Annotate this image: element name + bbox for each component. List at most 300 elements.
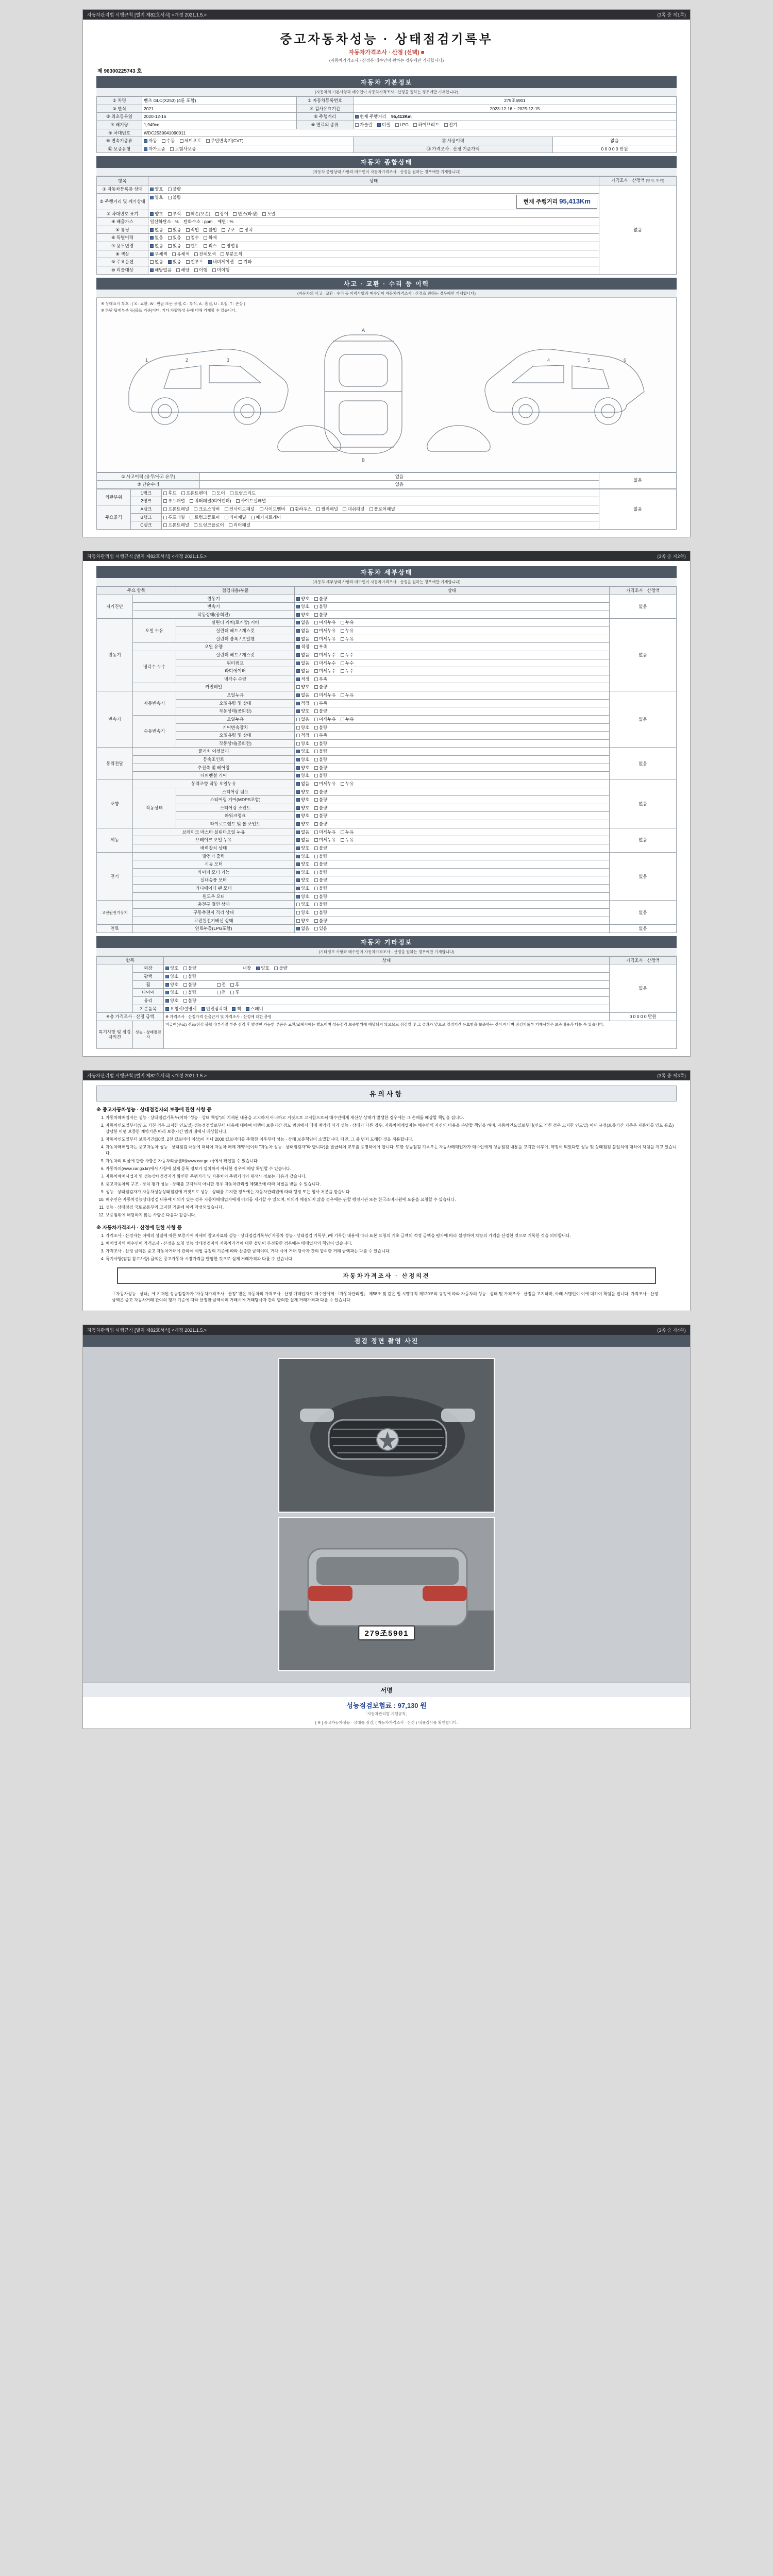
row-options: 양호 불량 현재 주행거리 95,413Km — [148, 193, 599, 210]
detail-item: 스티어링 기어(MDPS포함) — [176, 796, 295, 804]
checkbox-tire-rear[interactable] — [230, 991, 234, 994]
detail-item: 워터펌프 — [176, 659, 295, 667]
checkbox-option[interactable] — [314, 766, 318, 770]
checkbox-fuel-hybrid[interactable] — [413, 123, 417, 127]
checkbox-option[interactable] — [314, 790, 318, 794]
checkbox-option[interactable] — [296, 855, 300, 858]
signature-band: 서명 — [83, 1683, 690, 1697]
checkbox-option[interactable] — [221, 252, 224, 256]
checkbox-option[interactable] — [314, 782, 318, 786]
checkbox-part[interactable] — [194, 523, 197, 527]
checkbox-option[interactable] — [296, 838, 300, 842]
checkbox-option[interactable] — [314, 709, 318, 713]
table-row — [97, 234, 677, 242]
notice-title: 유의사항 — [96, 1086, 677, 1101]
checkbox-option[interactable] — [150, 188, 154, 191]
mileage-value: 95,413Km — [391, 114, 412, 120]
opinion-text: 비급여(무료) 진료/점검 불합리/부적절 부분 점검 후 발생한 가능한 부품은 교환/교체시에는 별도이며 성능점검 보증범위에 해당되지 않으므로 점검일 및 그 결과가 앞으로 일정기간 유효함을 보증하는 것이 아니며 점검기록부 기재사항은 보증내용과 다를 수 있습니다. — [164, 1021, 677, 1048]
checkbox-mileage[interactable] — [355, 115, 359, 118]
checkbox-option[interactable] — [183, 999, 187, 1003]
checkbox-option[interactable] — [201, 1007, 205, 1011]
table-row — [97, 675, 677, 683]
checkbox-option[interactable] — [341, 621, 344, 624]
checkbox-part[interactable] — [230, 492, 233, 495]
table-row — [97, 97, 677, 105]
basic-label: ⑧ 연료의 종류 — [297, 121, 354, 129]
notice-head-2: ※ 자동차가격조사 · 산정에 관한 사항 등 — [96, 1225, 182, 1231]
checkbox-option[interactable] — [296, 685, 300, 689]
checkbox-option[interactable] — [341, 637, 344, 641]
checkbox-option[interactable] — [296, 927, 300, 930]
table-row — [97, 828, 677, 836]
checkbox-option[interactable] — [296, 734, 300, 737]
checkbox-option[interactable] — [150, 212, 154, 216]
detail-item: 실린더 헤드 / 개스킷 — [176, 651, 295, 659]
checkbox-option[interactable] — [296, 629, 300, 633]
detail-options: 양호 불량 — [295, 804, 610, 812]
checkbox-option[interactable] — [341, 831, 344, 834]
table-row — [97, 226, 677, 234]
checkbox-option[interactable] — [168, 196, 172, 199]
checkbox-option[interactable] — [341, 669, 344, 673]
doc-subtitle — [96, 48, 677, 56]
checkbox-fuel-gasoline[interactable] — [355, 123, 359, 127]
col-header: 가격조사 · 산정액 — [610, 956, 677, 964]
checkbox-part[interactable] — [190, 516, 193, 519]
col-header: 상태 — [148, 177, 599, 185]
detail-options: 없음 미세누유 누유 — [295, 828, 610, 836]
checkbox-option[interactable] — [246, 1007, 249, 1011]
checkbox-option[interactable] — [183, 975, 187, 978]
checkbox-option[interactable] — [314, 798, 318, 802]
checkbox-option[interactable] — [296, 878, 300, 882]
svg-text:5: 5 — [587, 357, 591, 363]
checkbox-part[interactable] — [163, 492, 167, 495]
checkbox-option[interactable] — [150, 268, 154, 272]
checkbox-option[interactable] — [186, 228, 190, 232]
checkbox-option[interactable] — [296, 790, 300, 794]
checkbox-option[interactable] — [341, 662, 344, 665]
checkbox-option[interactable] — [296, 605, 300, 608]
detail-options: 없음 미세누유 누유 — [295, 619, 610, 627]
footnote-2: [ ※ ] 중고자동차성능 · 상태를 점검, ( 자동차가격조사 · 산정 ) 내용검사를 확인합니다. — [315, 1720, 458, 1725]
checkbox-option[interactable] — [314, 629, 318, 633]
checkbox-option[interactable] — [233, 212, 237, 216]
checkbox-part[interactable] — [212, 492, 215, 495]
etc-item: 광택 — [133, 973, 164, 981]
checkbox-option[interactable] — [296, 709, 300, 713]
checkbox-option[interactable] — [296, 677, 300, 681]
checkbox-option[interactable] — [168, 188, 172, 191]
checkbox-option[interactable] — [165, 991, 169, 994]
opinion-sublabel: 성능 · 상태점검자 — [133, 1021, 164, 1048]
checkbox-option[interactable] — [296, 766, 300, 770]
detail-state-table — [96, 586, 677, 933]
detail-price: 없음 — [610, 852, 677, 901]
checkbox-option[interactable] — [341, 782, 344, 786]
checkbox-option[interactable] — [296, 653, 300, 657]
list-item: 4. 자동차매매업자는 중고자동차 성능 · 상태점검 내용에 대하여 자동차 매매 계약서(이하 "자동차 성능 · 상태점검자"라 합니다)를 발급하여 교부를 증명하여야 합니다. 또한 성능점검 기록부는 자동차매매업자가 매수인에게 성능점검 내용을 고지한 이후에, 약정이 되었다면 성능 및 상태점검 불일치에 대하여 책임을 지고 있습니다. — [106, 1144, 677, 1157]
checkbox-option[interactable] — [314, 726, 318, 730]
checkbox-option[interactable] — [194, 268, 198, 272]
checkbox-option[interactable] — [314, 613, 318, 617]
notice-list-1 — [96, 1115, 677, 1218]
checkbox-option[interactable] — [232, 1007, 236, 1011]
checkbox-option[interactable] — [296, 895, 300, 899]
checkbox-option[interactable] — [314, 878, 318, 882]
checkbox-part[interactable] — [163, 516, 167, 519]
checkbox-option[interactable] — [204, 244, 207, 248]
etc-price: 없음 — [610, 964, 677, 1013]
col-header: 가격조사 · 산정액 (단위: 만원) — [599, 177, 677, 185]
detail-price: 없음 — [610, 828, 677, 852]
detail-price: 없음 — [610, 595, 677, 619]
basic-value: 2020-12-16 — [142, 113, 297, 121]
checkbox-option[interactable] — [296, 846, 300, 850]
detail-options: 양호 불량 — [295, 860, 610, 869]
checkbox-option[interactable] — [176, 268, 180, 272]
checkbox-option[interactable] — [186, 212, 190, 216]
checkbox-option[interactable] — [165, 999, 169, 1003]
form-reference: 자동차관리법 시행규칙 [별지 제82호서식] <개정 2021.1.5.> — [87, 1073, 207, 1078]
affirmation-box — [117, 1267, 656, 1284]
checkbox-option[interactable] — [314, 758, 318, 761]
checkbox-option[interactable] — [296, 637, 300, 641]
checkbox-option[interactable] — [314, 911, 318, 914]
checkbox-option[interactable] — [314, 693, 318, 697]
checkbox-option[interactable] — [186, 260, 190, 264]
row-options: 없음 있음 적법 불법 구조 장치 — [148, 226, 599, 234]
checkbox-trans-cvt[interactable] — [206, 139, 210, 143]
checkbox-option[interactable] — [222, 244, 225, 248]
table-row — [97, 242, 677, 250]
detail-options: 양호 불량 — [295, 739, 610, 748]
detail-item: 오일유량 및 상태 — [176, 732, 295, 740]
checkbox-part[interactable] — [290, 507, 294, 511]
detail-item: 실린더 블록 / 오일팬 — [176, 635, 295, 643]
checkbox-option[interactable] — [296, 798, 300, 802]
detail-item: 구동축전지 격리 상태 — [133, 908, 295, 917]
page-topbar — [83, 1325, 690, 1335]
checkbox-option[interactable] — [296, 669, 300, 673]
checkbox-option[interactable] — [168, 228, 172, 232]
table-row — [97, 497, 677, 505]
checkbox-option[interactable] — [296, 621, 300, 624]
checkbox-option[interactable] — [314, 838, 318, 842]
page-number: (3쪽 중 제3쪽) — [657, 1073, 686, 1078]
mileage-box-wrap — [516, 195, 597, 209]
checkbox-option[interactable] — [208, 260, 212, 264]
checkbox-trans-manual[interactable] — [162, 139, 165, 143]
rank-level: C랭크 — [131, 521, 162, 530]
checkbox-option[interactable] — [314, 831, 318, 834]
checkbox-part[interactable] — [190, 499, 193, 503]
checkbox-option[interactable] — [314, 903, 318, 906]
checkbox-option[interactable] — [341, 693, 344, 697]
checkbox-option[interactable] — [183, 983, 187, 987]
checkbox-option[interactable] — [165, 967, 169, 970]
section-overall-title: 자동차 종합상태 — [96, 156, 677, 168]
checkbox-option[interactable] — [296, 862, 300, 866]
checkbox-option[interactable] — [314, 814, 318, 818]
checkbox-option[interactable] — [215, 212, 219, 216]
page-number: (3쪽 중 제2쪽) — [657, 553, 686, 559]
table-row — [97, 885, 677, 893]
checkbox-option[interactable] — [314, 645, 318, 649]
checkbox-option[interactable] — [204, 236, 207, 240]
table-row — [97, 836, 677, 844]
checkbox-option[interactable] — [314, 806, 318, 810]
detail-options: 양호 불량 — [295, 885, 610, 893]
detail-item: 스티어링 조인트 — [176, 804, 295, 812]
checkbox-option[interactable] — [296, 903, 300, 906]
rank-items: 루프레일 트렁크플로어 리어패널 패키지트레이 — [162, 513, 599, 521]
checkbox-option[interactable] — [168, 212, 172, 216]
detail-item: 배력장치 상태 — [133, 844, 295, 852]
list-item: 2. 매매업자의 매수인이 가격조사 · 산정을 요청 성능 상태점검자의 자동차가격에 대한 설명이 부정확한 경우에는 매매업자의 책임이 있습니다. — [106, 1241, 677, 1247]
checkbox-option[interactable] — [314, 662, 318, 665]
checkbox-option[interactable] — [296, 782, 300, 786]
checkbox-part[interactable] — [369, 507, 373, 511]
checkbox-option[interactable] — [314, 702, 318, 705]
checkbox-option[interactable] — [168, 236, 172, 240]
detail-item: 고전원전기배선 상태 — [133, 917, 295, 925]
checkbox-part[interactable] — [163, 523, 167, 527]
row-options: 없음 있음 침수 화재 — [148, 234, 599, 242]
detail-item: 윈도우 모터 — [133, 892, 295, 901]
detail-item: 원동기 — [133, 595, 295, 603]
checkbox-option[interactable] — [314, 919, 318, 923]
checkbox-option[interactable] — [296, 662, 300, 665]
checkbox-option[interactable] — [341, 653, 344, 657]
checkbox-option[interactable] — [296, 693, 300, 697]
checkbox-option[interactable] — [296, 742, 300, 745]
checkbox-option[interactable] — [341, 629, 344, 633]
table-row — [97, 659, 677, 667]
checkbox-fuel-electric[interactable] — [444, 123, 448, 127]
table-row — [97, 820, 677, 828]
checkbox-warranty-insurer[interactable] — [170, 147, 174, 151]
checkbox-option[interactable] — [314, 605, 318, 608]
checkbox-option[interactable] — [314, 621, 318, 624]
transmission-options: 자동 수동 세미오토 무단변속기(CVT) — [142, 137, 354, 145]
checkbox-option[interactable] — [296, 911, 300, 914]
checkbox-option[interactable] — [168, 244, 172, 248]
checkbox-option[interactable] — [165, 975, 169, 978]
checkbox-fuel-lpg[interactable] — [395, 123, 399, 127]
checkbox-option[interactable] — [296, 702, 300, 705]
detail-options: 없음 미세누유 누유 — [295, 627, 610, 635]
checkbox-option[interactable] — [296, 758, 300, 761]
checkbox-option[interactable] — [186, 244, 190, 248]
checkbox-option[interactable] — [172, 252, 176, 256]
detail-price: 없음 — [610, 691, 677, 748]
checkbox-option[interactable] — [314, 774, 318, 777]
checkbox-option[interactable] — [296, 726, 300, 730]
table-row — [97, 137, 677, 145]
checkbox-option[interactable] — [256, 967, 260, 970]
basic-label: ⑩ 변속기종류 — [97, 137, 142, 145]
checkbox-option[interactable] — [314, 895, 318, 899]
page-topbar — [83, 10, 690, 20]
checkbox-option[interactable] — [239, 260, 242, 264]
checkbox-option[interactable] — [314, 718, 318, 721]
detail-options: 없음 있음 — [295, 925, 610, 933]
table-row — [97, 908, 677, 917]
table-row — [97, 210, 677, 218]
checkbox-option[interactable] — [165, 1007, 169, 1011]
checkbox-option[interactable] — [168, 260, 172, 264]
checkbox-option[interactable] — [314, 855, 318, 858]
list-item: 9. 성능 · 상태점검자가 자동차성능상태점검에 거짓으로 성능 · 상태를 고지한 경우에는 자동차관리법에 따라 행정 또는 형사 처분을 받습니다. — [106, 1189, 677, 1195]
checkbox-part[interactable] — [225, 507, 228, 511]
checkbox-option[interactable] — [314, 871, 318, 874]
table-row — [97, 185, 677, 194]
row-label: ② 주행거리 및 계기상태 — [97, 193, 148, 210]
checkbox-trans-auto[interactable] — [144, 139, 147, 143]
detail-options: 양호 불량 — [295, 603, 610, 611]
detail-subgroup: 작동상태 — [133, 788, 176, 828]
checkbox-option[interactable] — [183, 991, 187, 994]
rank-level: 1랭크 — [131, 489, 162, 497]
table-row — [97, 804, 677, 812]
checkbox-option[interactable] — [314, 742, 318, 745]
checkbox-part[interactable] — [225, 516, 228, 519]
checkbox-option[interactable] — [341, 838, 344, 842]
detail-options: 양호 불량 — [295, 908, 610, 917]
list-item: 12. 보증범위에 해당하지 않는 사항은 다음과 같습니다. — [106, 1212, 677, 1218]
checkbox-option[interactable] — [150, 236, 154, 240]
checkbox-option[interactable] — [204, 228, 207, 232]
overall-price: 없음 — [599, 185, 677, 274]
checkbox-option[interactable] — [314, 846, 318, 850]
checkbox-option[interactable] — [296, 871, 300, 874]
detail-subgroup: 냉각수 누수 — [133, 651, 176, 683]
checkbox-option[interactable] — [314, 734, 318, 737]
checkbox-wheel-front[interactable] — [217, 983, 221, 987]
section-overall-note: (자동차 종합상태 사항과 매수인이 자동차가격조사 · 산정을 원하는 경우에만 기재합니다) — [96, 168, 677, 176]
checkbox-option[interactable] — [314, 822, 318, 826]
checkbox-option[interactable] — [314, 637, 318, 641]
checkbox-option[interactable] — [314, 887, 318, 890]
rank-items: 후드 프론트펜더 도어 트렁크리드 — [162, 489, 599, 497]
checkbox-option[interactable] — [314, 927, 318, 930]
checkbox-option[interactable] — [314, 862, 318, 866]
table-row — [97, 489, 677, 497]
checkbox-part[interactable] — [194, 507, 197, 511]
checkbox-option[interactable] — [341, 718, 344, 721]
checkbox-option[interactable] — [150, 244, 154, 248]
checkbox-part[interactable] — [251, 516, 255, 519]
checkbox-option[interactable] — [314, 653, 318, 657]
checkbox-option[interactable] — [314, 750, 318, 753]
checkbox-option[interactable] — [262, 212, 266, 216]
detail-item: 와이퍼 모터 기능 — [133, 868, 295, 876]
checkbox-option[interactable] — [150, 260, 154, 264]
checkbox-option[interactable] — [296, 822, 300, 826]
checkbox-part[interactable] — [260, 507, 263, 511]
detail-item: 브레이크 마스터 실린더오일 누유 — [133, 828, 295, 836]
checkbox-option[interactable] — [296, 814, 300, 818]
checkbox-option[interactable] — [314, 685, 318, 689]
checkbox-option[interactable] — [296, 750, 300, 753]
checkbox-part[interactable] — [181, 492, 185, 495]
row-options: 없음 있음 썬루프 내비게이션 기타 — [148, 258, 599, 266]
checkbox-option[interactable] — [165, 983, 169, 987]
basic-label: ⑨ 차대번호 — [97, 129, 142, 137]
detail-item: 추진축 및 베어링 — [133, 764, 295, 772]
sheet-page-2 — [82, 551, 691, 1057]
row-label: ⑩ 리콜대상 — [97, 266, 148, 274]
checkbox-part[interactable] — [163, 507, 167, 511]
list-item: 4. 특기사항(점검 참고사항) 금액은 중고자동차 시장가격을 반영한 것으로 실제 거래가격과 다를 수 있습니다. — [106, 1256, 677, 1262]
checkbox-option[interactable] — [296, 831, 300, 834]
etc-options: 양호 불량 — [164, 973, 610, 981]
table-row — [97, 764, 677, 772]
checkbox-option[interactable] — [186, 236, 190, 240]
detail-options: 없음 미세누수 누수 — [295, 667, 610, 675]
checkbox-option[interactable] — [296, 919, 300, 923]
checkbox-option[interactable] — [240, 228, 243, 232]
checkbox-fuel-diesel[interactable] — [377, 123, 381, 127]
checkbox-option[interactable] — [212, 268, 216, 272]
detail-item: 클러치 어셈블리 — [133, 748, 295, 756]
etc-options: 양호 불량 전 후 — [164, 980, 610, 989]
checkbox-option[interactable] — [314, 597, 318, 601]
checkbox-part[interactable] — [229, 523, 232, 527]
checkbox-trans-semi[interactable] — [180, 139, 183, 143]
checkbox-option[interactable] — [274, 967, 278, 970]
section-detail-title: 자동차 세부상태 — [96, 566, 677, 578]
etc-inner-label: 내장 — [242, 965, 251, 971]
checkbox-option[interactable] — [296, 645, 300, 649]
diagram-legend-2: ※ 하단 탑재부분 등(볼트 기준)이며, 기타 차량특성 등에 대해 기재할 수 있습니다. — [101, 308, 237, 313]
checkbox-wheel-rear[interactable] — [230, 983, 234, 987]
checkbox-part[interactable] — [316, 507, 320, 511]
checkbox-option[interactable] — [222, 228, 225, 232]
checkbox-option[interactable] — [314, 669, 318, 673]
checkbox-option[interactable] — [296, 774, 300, 777]
checkbox-option[interactable] — [183, 967, 187, 970]
total-note: ※ 가격조사 · 산정가격 산출근거 및 가격조사 · 산정에 대한 총평 — [164, 1013, 610, 1021]
checkbox-option[interactable] — [296, 613, 300, 617]
checkbox-option[interactable] — [150, 228, 154, 232]
checkbox-option[interactable] — [296, 887, 300, 890]
checkbox-warranty-self[interactable] — [144, 147, 147, 151]
detail-options: 양호 불량 — [295, 917, 610, 925]
checkbox-option[interactable] — [314, 677, 318, 681]
checkbox-option[interactable] — [150, 252, 154, 256]
page-number: (3쪽 중 제1쪽) — [657, 12, 686, 18]
checkbox-option[interactable] — [150, 196, 154, 199]
checkbox-option[interactable] — [296, 718, 300, 721]
checkbox-part[interactable] — [163, 499, 167, 503]
table-row — [97, 996, 677, 1005]
list-item: 1. 가격조사 · 산정자는 이에의 성질에 따른 보증기에 자세히 참고자료와 성능 · 상태점검기록부(「자동차 성능 · 상태점검 기록부」)에 기록한 내용에 따라 표본 요청의 기초 금액의 적정 금액을 평가에 따라 설정하여 차량의 가격을 산정한 것으로 기록한 것을 의미합니다. — [106, 1233, 677, 1239]
rank-items: 프론트패널 크로스멤버 인사이드패널 사이드멤버 휠하우스 필러패널 대쉬패널 플로어패널 — [162, 505, 599, 514]
checkbox-option[interactable] — [194, 252, 198, 256]
docno-suffix: 호 — [137, 69, 142, 74]
checkbox-part[interactable] — [343, 507, 346, 511]
checkbox-option[interactable] — [296, 806, 300, 810]
checkbox-part[interactable] — [236, 499, 240, 503]
checkbox-option[interactable] — [296, 597, 300, 601]
table-row — [97, 113, 677, 121]
checkbox-tire-front[interactable] — [217, 991, 221, 994]
accident-price: 없음 — [599, 472, 677, 488]
row-options: 해당없음 해당 이행 미이행 — [148, 266, 599, 274]
detail-subgroup: 자동변속기 — [133, 691, 176, 716]
